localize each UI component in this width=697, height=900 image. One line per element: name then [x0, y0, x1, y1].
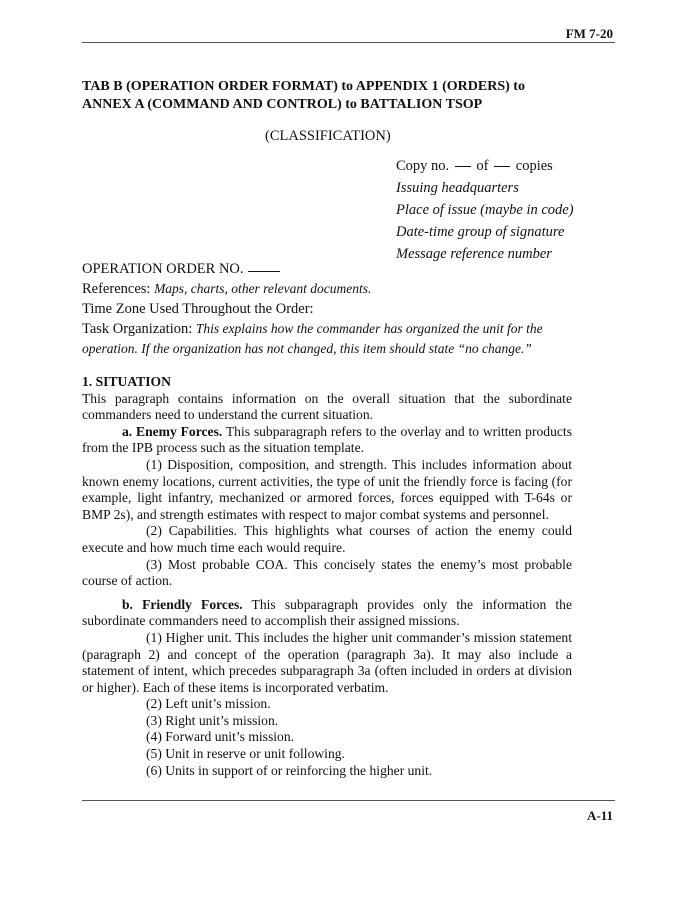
of-label: of	[476, 158, 489, 174]
title-line-1: TAB B (OPERATION ORDER FORMAT) to APPENDIX 1 (ORDERS) to	[82, 79, 525, 94]
copy-no-blank	[455, 165, 471, 167]
references-label: References:	[82, 281, 151, 297]
enemy-forces-label: a. Enemy Forces.	[122, 423, 223, 439]
top-divider	[82, 42, 615, 43]
friendly-forces-paragraph	[82, 597, 572, 630]
task-organization-text-1: This explains how the commander has organized the unit for the	[195, 321, 543, 336]
order-header-block	[82, 259, 572, 359]
operation-order-blank	[248, 270, 280, 272]
date-time-group: Date-time group of signature	[396, 224, 565, 240]
friendly-item-4: (4) Forward unit’s mission.	[146, 729, 295, 745]
friendly-forces-text: This subparagraph provides only the information the subordinate commanders need to accomplish their assigned missions.	[82, 596, 572, 629]
friendly-item-5: (5) Unit in reserve or unit following.	[146, 746, 345, 762]
friendly-item-1: (1) Higher unit. This includes the higher unit commander’s mission statement (paragraph 2) and concept of the operation (paragraph 3a). It may also include a statement of intent, which precedes subparagraph 3a (often included in orders at division or higher). Each of these items is incorporated verbatim.	[82, 629, 572, 695]
situation-heading: 1. SITUATION	[82, 374, 171, 389]
situation-section	[82, 374, 572, 779]
friendly-forces-label: b. Friendly Forces.	[122, 596, 243, 612]
time-zone-line: Time Zone Used Throughout the Order:	[82, 301, 314, 317]
friendly-item-2: (2) Left unit’s mission.	[146, 696, 271, 712]
task-organization-text-2: operation. If the organization has not changed, this item should state “no change.”	[82, 341, 532, 356]
title-line-2: ANNEX A (COMMAND AND CONTROL) to BATTALION TSOP	[82, 97, 483, 112]
enemy-forces-text: This subparagraph refers to the overlay and to written products from the IPB process such as the situation template.	[82, 423, 572, 456]
issuing-headquarters: Issuing headquarters	[396, 180, 519, 196]
friendly-item-6: (6) Units in support of or reinforcing the higher unit.	[146, 762, 433, 778]
enemy-forces-paragraph	[82, 424, 572, 457]
classification-marking: (CLASSIFICATION)	[265, 128, 391, 144]
situation-intro: This paragraph contains information on the overall situation that the subordinate commanders need to understand the current situation.	[82, 390, 572, 423]
enemy-item-3: (3) Most probable COA. This concisely states the enemy’s most probable course of action.	[82, 556, 572, 589]
references-line	[82, 279, 572, 299]
task-organization-line	[82, 319, 572, 339]
document-title	[82, 78, 602, 114]
enemy-item-2: (2) Capabilities. This highlights what courses of action the enemy could execute and how much time each would require.	[82, 523, 572, 555]
copies-blank	[494, 165, 510, 167]
friendly-item-3: (3) Right unit’s mission.	[146, 712, 279, 728]
enemy-item-1: (1) Disposition, composition, and strength. This includes information about known enemy locations, current activities, the type of unit the friendly force is facing (for example, light infantry, mechanized or armored forces, forces equipped with T-64s or BMP 2s), and strength estimates with respect to major combat systems and personnel.	[82, 456, 572, 522]
copy-info-block	[396, 155, 574, 265]
bottom-divider	[82, 800, 615, 801]
references-text: Maps, charts, other relevant documents.	[154, 281, 372, 296]
document-code: FM 7-20	[565, 26, 613, 41]
place-of-issue: Place of issue (maybe in code)	[396, 202, 574, 218]
copies-label: copies	[515, 158, 553, 174]
copy-no-label: Copy no.	[396, 158, 450, 174]
operation-order-label: OPERATION ORDER NO.	[82, 261, 244, 277]
task-organization-label: Task Organization:	[82, 321, 193, 337]
message-reference: Message reference number	[396, 246, 552, 262]
operation-order-line	[82, 259, 572, 279]
page-number: A-11	[587, 808, 613, 823]
copy-number-line	[396, 155, 574, 177]
